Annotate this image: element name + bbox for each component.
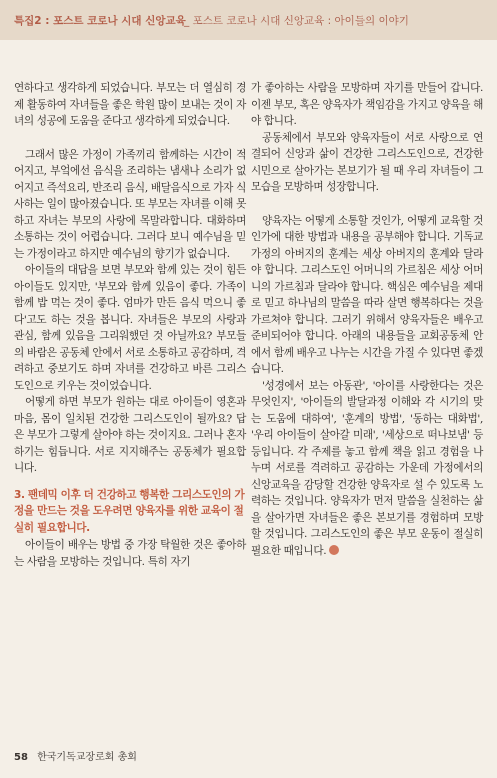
left-column bbox=[14, 80, 246, 570]
end-mark-icon bbox=[329, 545, 339, 555]
paragraph: 어떻게 하면 부모가 원하는 대로 아이들이 영혼과 마음, 몸이 일치된 건강한 그리스도인이 될까요? 답은 부모가 그렇게 살아야 하는 것이지요. 그러나 혼자 하기는 힘듭니다. 서로 지지해주는 공동체가 필요합니다. bbox=[14, 396, 246, 474]
paragraph: 그래서 많은 가정이 가족끼리 함께하는 시간이 적어지고, 부엌에선 음식을 조리하는 냄새나 소리가 없어지고 즉석요리, 반조리 음식, 배달음식으로 가자 식사하는 일이 많아졌습니다. 또 부모는 자녀를 이해 못 하고 자녀는 부모의 사랑에 목말라합니다. 대화하며 소통하는 것이 어렵습니다. 그러다 보니 예수님을 믿는 가정이라고 하지만 예수님의 향기가 없습니다. bbox=[14, 148, 246, 260]
header-bar bbox=[0, 0, 497, 40]
right-column bbox=[251, 80, 483, 559]
paragraph: 가 좋아하는 사람을 모방하며 자기를 만들어 갑니다. 이젠 부모, 혹은 양육자가 책임감을 가지고 양육을 해야 합니다. bbox=[251, 82, 483, 127]
section-heading: 3. 팬데믹 이후 더 건강하고 행복한 그리스도인의 가정을 만드는 것을 도우려면 양육자를 위한 교육이 절실히 필요합니다. bbox=[14, 488, 245, 534]
paragraph: 아이들의 대답을 보면 부모와 함께 있는 것이 힘든 아이들도 있지만, '부모와 함께 있음이 좋다. 가족이 함께 밥 먹는 것이 좋다. 엄마가 만든 음식 먹으니 좋다'고도 하는 것을 봅니다. 자녀들은 부모의 사랑과 관심, 함께 있음을 그리워했던 것 아닐까요? 부모들의 바람은 공동체 안에서 서로 소통하고 공감하며, 격려하고 중보기도 하며 자녀를 건강하고 바른 그리스도인으로 키우는 것이었습니다. bbox=[14, 264, 246, 392]
paragraph: 양육자는 어떻게 소통할 것인가, 어떻게 교육할 것인가에 대한 방법과 내용을 공부해야 합니다. 기독교 가정의 아버지의 훈계는 세상 아버지의 훈계와 달라야 합니다. 그리스도인 어머니의 가르침은 세상 어머니의 가르침과 달라야 합니다. 핵심은 예수님을 제대로 믿고 하나님의 말씀을 따라 살면 행복하다는 것을 가르쳐야 합니다. 그러기 위해서 양육자들은 배우고 준비되어야 합니다. 아래의 내용들을 교회공동체 안에서 함께 배우고 나누는 시간을 가질 수 있다면 좋겠습니다. bbox=[251, 214, 483, 375]
page-number: 58 bbox=[14, 752, 28, 763]
paragraph-spacer bbox=[14, 130, 246, 147]
paragraph: 아이들이 배우는 방법 중 가장 탁월한 것은 좋아하는 사람을 모방하는 것입니다. 특히 자기 bbox=[14, 539, 246, 568]
publisher-name: 한국기독교장로회 총회 bbox=[37, 752, 137, 763]
paragraph-spacer bbox=[251, 196, 483, 213]
paragraph: 공동체에서 부모와 양육자들이 서로 사랑으로 연결되어 신앙과 삶이 건강한 그리스도인으로, 건강한 시민으로 살아가는 본보기가 될 때 우리 자녀들이 그 모습을 모방하며 성장합니다. bbox=[251, 131, 483, 193]
section-subtitle: _ 포스트 코로나 시대 신앙교육 : 아이들의 이야기 bbox=[184, 15, 409, 27]
paragraph: 연하다고 생각하게 되었습니다. 부모는 더 열심히 경제 활동하여 자녀들을 좋은 학원 많이 보내는 것이 자녀의 성공에 도움을 준다고 생각하게 되었습니다. bbox=[14, 82, 246, 127]
paragraph-text: '성경에서 보는 아동관', '아이를 사랑한다는 것은 무엇인지', '아이들의 발달과정 이해와 각 시기의 맞는 도움에 대하여', '훈계의 방법', '동하는 대화법', '우리 아이들이 살아갈 미래', '세상으로 떠나보냄' 등등입니다. 각 주제를 놓고 함께 책을 읽고 경험을 나누며 서로를 격려하고 공감하는 가운데 가정에서의 신앙교육을 감당할 건강한 양육자로 설 수 있도록 노력하는 것입니다. 양육자가 먼저 말씀을 실천하는 삶을 살아가면 자녀들은 좋은 본보기를 경험하며 모방할 것입니다. 그리스도인의 좋은 부모 운동이 절실히 필요한 때입니다. bbox=[251, 379, 483, 557]
section-title: 특집2 : 포스트 코로나 시대 신앙교육 bbox=[14, 15, 186, 27]
page-footer bbox=[14, 748, 137, 763]
paragraph bbox=[251, 378, 483, 560]
